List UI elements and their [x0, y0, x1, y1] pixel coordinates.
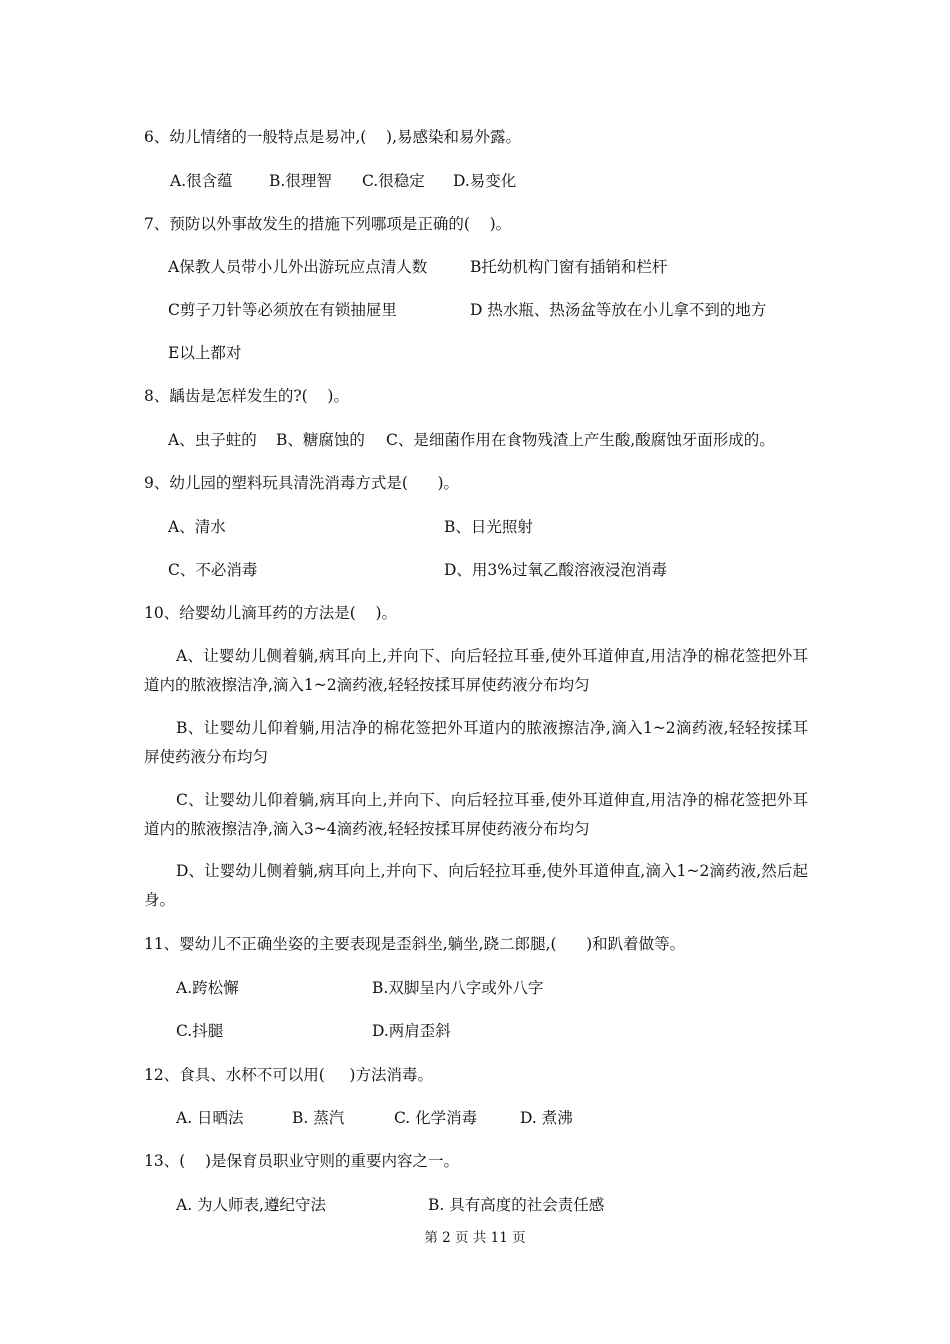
question-6-option-b: B.很理智 [269, 172, 332, 190]
question-12-option-d: D. 煮沸 [520, 1109, 573, 1127]
question-8-option-a: A、虫子蛀的 [168, 431, 257, 449]
question-8-option-c: C、是细菌作用在食物残渣上产生酸,酸腐蚀牙面形成的。 [386, 431, 775, 449]
question-6-option-d: D.易变化 [453, 172, 517, 190]
question-7-option-c: C剪子刀针等必须放在有锁抽屉里 [168, 301, 397, 319]
question-11-option-d: D.两肩歪斜 [372, 1022, 451, 1040]
question-11-option-c: C.抖腿 [176, 1022, 224, 1040]
question-9-stem: 9、幼儿园的塑料玩具清洗消毒方式是( )。 [144, 474, 460, 492]
question-10-option-a: A、让婴幼儿侧着躺,病耳向上,并向下、向后轻拉耳垂,使外耳道伸直,用洁净的棉花签把外耳道内的脓液擦洁净,滴入1~2滴药液,轻轻按揉耳屏使药液分布均匀 [144, 647, 808, 694]
question-10-option-d: D、让婴幼儿侧着躺,病耳向上,并向下、向后轻拉耳垂,使外耳道伸直,滴入1~2滴药液,然后起身。 [144, 862, 808, 909]
question-11-option-a: A.跨松懈 [176, 979, 239, 997]
page-number-footer: 第 2 页 共 11 页 [424, 1230, 526, 1246]
question-13-option-b: B. 具有高度的社会责任感 [428, 1196, 605, 1214]
question-9-option-b: B、日光照射 [444, 518, 533, 536]
question-13-stem: 13、( )是保育员职业守则的重要内容之一。 [144, 1152, 460, 1170]
question-7-option-a: A保教人员带小儿外出游玩应点清人数 [168, 258, 428, 276]
question-9-option-c: C、不必消毒 [168, 561, 258, 579]
question-12-option-b: B. 蒸汽 [292, 1109, 345, 1127]
question-12-stem: 12、食具、水杯不可以用( )方法消毒。 [144, 1066, 433, 1084]
question-9-option-a: A、清水 [168, 518, 226, 536]
question-12-option-a: A. 日晒法 [176, 1109, 244, 1127]
question-12-option-c: C. 化学消毒 [394, 1109, 478, 1127]
question-10-option-c: C、让婴幼儿仰着躺,病耳向上,并向下、向后轻拉耳垂,使外耳道伸直,用洁净的棉花签把外耳道内的脓液擦洁净,滴入3~4滴药液,轻轻按揉耳屏使药液分布均匀 [144, 791, 808, 838]
question-10-option-b: B、让婴幼儿仰着躺,用洁净的棉花签把外耳道内的脓液擦洁净,滴入1~2滴药液,轻轻按揉耳屏使药液分布均匀 [144, 719, 808, 766]
question-8-stem: 8、龋齿是怎样发生的?( )。 [144, 387, 349, 405]
question-6-stem: 6、幼儿情绪的一般特点是易冲,( ),易感染和易外露。 [144, 128, 522, 146]
question-9-option-d: D、用3%过氧乙酸溶液浸泡消毒 [444, 561, 668, 579]
question-10-stem: 10、给婴幼儿滴耳药的方法是( )。 [144, 604, 398, 622]
question-7-option-b: B托幼机构门窗有插销和栏杆 [470, 258, 668, 276]
question-11-option-b: B.双脚呈内八字或外八字 [372, 979, 544, 997]
question-6-option-c: C.很稳定 [362, 172, 425, 190]
question-7-option-d: D 热水瓶、热汤盆等放在小儿拿不到的地方 [470, 301, 767, 319]
question-13-option-a: A. 为人师表,遵纪守法 [176, 1196, 326, 1214]
question-7-option-e: E以上都对 [168, 344, 242, 362]
question-8-option-b: B、糖腐蚀的 [276, 431, 365, 449]
question-11-stem: 11、婴幼儿不正确坐姿的主要表现是歪斜坐,躺坐,跷二郎腿,( )和趴着做等。 [144, 935, 686, 953]
question-7-stem: 7、预防以外事故发生的措施下列哪项是正确的( )。 [144, 215, 512, 233]
question-6-option-a: A.很含蕴 [170, 172, 233, 190]
